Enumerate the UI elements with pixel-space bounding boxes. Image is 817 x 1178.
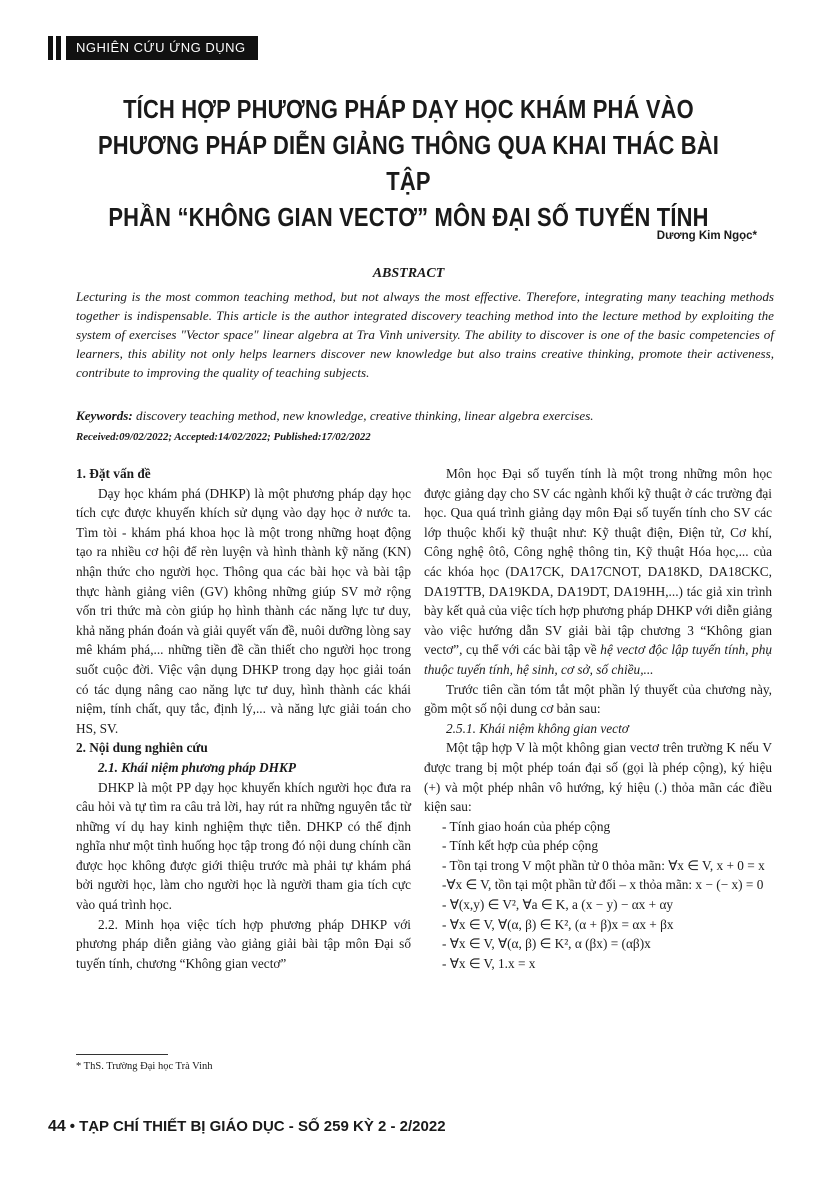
paragraph: [424, 464, 772, 680]
page-number: 44: [48, 1118, 66, 1135]
condition-item: - ∀x ∈ V, ∀(α, β) ∈ K², (α + β)x = αx + βx: [442, 916, 674, 932]
journal-name: TẠP CHÍ THIẾT BỊ GIÁO DỤC - SỐ 259 KỲ 2 - 2/2022: [79, 1118, 446, 1135]
keywords-text: discovery teaching method, new knowledge, creative thinking, linear algebra exercises.: [136, 408, 594, 423]
right-column: [424, 464, 772, 973]
title-line: PHƯƠNG PHÁP DIỄN GIẢNG THÔNG QUA KHAI THÁC BÀI TẬP: [97, 132, 720, 196]
section-heading: 1. Đặt vấn đề: [76, 466, 151, 481]
paragraph: Trước tiên cần tóm tắt một phần lý thuyết của chương này, gồm một số nội dung cơ bản sau:: [424, 681, 772, 717]
title-line: TÍCH HỢP PHƯƠNG PHÁP DẠY HỌC KHÁM PHÁ VÀO: [123, 96, 694, 124]
subsection-heading: 2.5.1. Khái niệm không gian vectơ: [446, 720, 629, 736]
condition-item: - ∀(x,y) ∈ V², ∀a ∈ K, a (x − y) − αx + αy: [442, 897, 674, 913]
header-stripe: [48, 36, 53, 60]
paragraph-italic: hệ vectơ độc lập tuyến tính, phụ thuộc tuyến tính, hệ sinh, cơ sở, số chiều,...: [424, 642, 773, 677]
left-column: [76, 464, 411, 973]
page-footer: [48, 1118, 446, 1136]
subsection-heading: 2.1. Khái niệm phương pháp DHKP: [98, 759, 296, 775]
abstract-heading: ABSTRACT: [372, 266, 445, 281]
condition-item: - ∀x ∈ V, 1.x = x: [442, 955, 536, 971]
condition-item: - Tính kết hợp của phép cộng: [442, 838, 598, 854]
paragraph: DHKP là một PP dạy học khuyến khích người học đưa ra câu hỏi và tự tìm ra câu trả lời, hay rút ra những nguyên tắc từ những ví dụ hay kinh nghiệm thực tiễn. DHKP có thể định nghĩa như một tình huống học tập trong đó nội dung chính cần được học không được giới thiệu trước mà phải tự khám phá bởi người học, làm cho người học là người tham gia tích cực vào quá trình học.: [76, 779, 411, 913]
article-title: [92, 92, 726, 236]
condition-item: - Tính giao hoán của phép cộng: [442, 818, 611, 834]
bullet-icon: •: [69, 1118, 76, 1135]
paragraph: Dạy học khám phá (DHKP) là một phương pháp dạy học tích cực được khuyến khích sử dụng vào dạy học ở nước ta. Tìm tòi - khám phá khoa học là một trong những hoạt động tạo ra nhiều cơ hội để rèn luyện và hình thành kỹ năng (KN) nhận thức cho người học. Thông qua các bài học và bài tập thực hành giảng viên (GV) không những giúp SV mở rộng vốn tri thức mà còn giúp họ hình thành các năng lực tư duy, khả năng phán đoán và giải quyết vấn đề, nuôi dưỡng lòng say mê khám phá,... những tiền đề cần thiết cho người học trong suốt cuộc đời. Việc vận dụng DHKP trong dạy học giải toán có tác dụng nâng cao năng lực tư duy, hình thành các khái niệm, tính chất, quy tắc, định lý,... và năng lực giải toán cho HS, SV.: [76, 485, 411, 736]
condition-item: -∀x ∈ V, tồn tại một phần tử đối – x thỏa mãn: x − (− x) = 0: [442, 877, 764, 893]
abstract-text: Lecturing is the most common teaching method, but not always the most effective. Therefore, integrating many teaching methods together is indispensable. This article is the author integrated discovery teaching method into the lecture method by exploiting the system of exercises "Vector space" linear algebra at Tra Vinh university. The ability to discover is one of the basic competencies of learners, this ability not only helps learners discover new knowledge but also trains creative thinking, promote their activeness, contribute to improving the quality of teaching subjects.: [76, 289, 774, 381]
paragraph: Một tập hợp V là một không gian vectơ trên trường K nếu V được trang bị một phép toán đại số (gọi là phép cộng), ký hiệu (+) và một phép nhân vô hướng, ký hiệu (.) thỏa mãn các điều kiện sau:: [424, 740, 772, 815]
condition-item: - Tồn tại trong V một phần tử 0 thỏa mãn: ∀x ∈ V, x + 0 = x: [442, 857, 765, 873]
publication-dates: Received:09/02/2022; Accepted:14/02/2022; Published:17/02/2022: [76, 431, 371, 443]
section-heading: 2. Nội dung nghiên cứu: [76, 740, 208, 756]
footnote-divider: [76, 1054, 168, 1055]
keywords: [76, 406, 774, 425]
condition-item: - ∀x ∈ V, ∀(α, β) ∈ K², α (βx) = (αβ)x: [442, 936, 651, 952]
paragraph-text: Môn học Đại số tuyến tính là một trong những môn học được giảng dạy cho SV các ngành khối kỹ thuật ở các trường đại học. Qua quá trình giảng dạy môn Đại số tuyến tính cho SV các lớp thuộc khối kỹ thuật như: Kỹ thuật điện, Điện tử, Cơ khí, Công nghệ ôtô, Công nghệ thông tin, Kỹ thuật Hóa học,... của các khóa học (DA17CK, DA17CNOT, DA18KD, DA18CKC, DA19TTB, DA19KDA, DA19DT, DA19HH,...) tác giả xin trình bày kết quả của việc tích hợp phương pháp DHKP với diễn giảng vào việc hướng dẫn SV giải bài tập chương 3 “Không gian vectơ”, cụ thể với các bài tập về: [424, 466, 772, 658]
paragraph: 2.2. Minh họa việc tích hợp phương pháp DHKP với phương pháp diễn giảng vào giảng giải bài tập môn Đại số tuyến tính, chương “Không gian vectơ”: [76, 916, 411, 971]
title-line: PHẦN “KHÔNG GIAN VECTƠ” MÔN ĐẠI SỐ TUYẾN TÍNH: [108, 204, 709, 232]
author: Dương Kim Ngọc*: [656, 230, 757, 242]
section-header: [48, 36, 258, 60]
section-label: NGHIÊN CỨU ỨNG DỤNG: [66, 36, 258, 60]
header-stripe: [56, 36, 61, 60]
footnote: * ThS. Trường Đại học Trà Vinh: [76, 1061, 213, 1072]
keywords-label: Keywords:: [76, 408, 133, 423]
